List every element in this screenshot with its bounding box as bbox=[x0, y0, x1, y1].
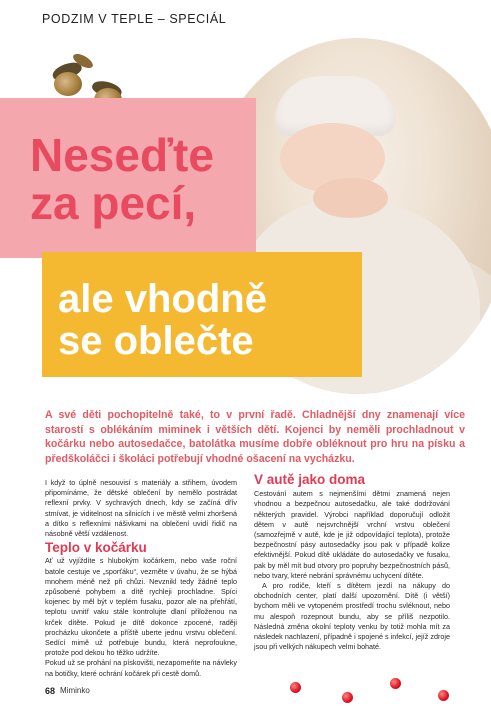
lead-paragraph: A své děti pochopitelně také, to v první řadě. Chladnější dny znamenají více starostí s oblékáním miminek i větších dětí. Kojenci by neměli prochladnout v kočárku nebo autosedačce, batolátka musíme dobře obléknout pro hru na písku a předškoláčci i školáci potřebují vhodné ošacení na vycházku. bbox=[45, 409, 465, 465]
headline-line-2: za pecí, bbox=[30, 176, 197, 229]
baby-hand bbox=[313, 178, 388, 218]
headline-bottom bbox=[58, 278, 267, 363]
berry-icon bbox=[342, 692, 353, 703]
car-paragraph-2: A pro rodiče, kteří s dítětem jezdí na nákupy do obchodních center, platí další upozornění. Dítě (i větší) bychom měli ve vytopeném prostředí trochu svléknout, nebo mu alespoň rozepnout bundu, aby se příliš nezpotilo. Následná změna okolní teploty venku by totiž mohla mít za následek nachlazení, případně i spojené s infekcí, jejíž zdroje jsou při velkých nákupech velmi bohaté. bbox=[254, 581, 450, 652]
intro-paragraph: I když to úplně nesouvisí s materiály a střihem, úvodem připomínáme, že dětské oblečení by nemělo postrádat reflexní prvky. V sychravých dnech, kdy se začíná dřív stmívat, je viditelnost na silnicích i ve městě velmi zhoršená a dítko s reflexními nášivkami na oblečení uvidí řidič na násobně větší vzdálenost. bbox=[45, 478, 237, 539]
page-number: 68 bbox=[45, 686, 56, 696]
section-heading-car: V autě jako doma bbox=[254, 472, 366, 487]
magazine-name: Miminko bbox=[60, 686, 90, 695]
article-column-1 bbox=[45, 478, 237, 679]
berry-icon bbox=[290, 682, 301, 693]
headline-line-4: se oblečte bbox=[58, 319, 254, 364]
berry-icon bbox=[390, 678, 401, 689]
article-column-2 bbox=[254, 472, 450, 652]
section-kicker: PODZIM V TEPLE – SPECIÁL bbox=[42, 12, 227, 26]
stroller-paragraph-2: Pokud už se prohání na pískovišti, nezapomeňte na návleky na botičky, které ochrání kočárek při cestě domů. bbox=[45, 658, 237, 678]
berries-illustration bbox=[270, 640, 470, 712]
headline-line-3: ale vhodně bbox=[58, 277, 267, 321]
headline-top bbox=[30, 129, 214, 229]
berry-icon bbox=[438, 690, 449, 701]
car-paragraph: Cestování autem s nejmenšími dětmi znamená nejen vhodnou a bezpečnou autosedačku, ale také dodržování některých pravidel. Výrobci například doporučují odložit dětem v autě nejsvrchnější vrchní vrstvu oblečení (samozřejmě v autě, kde je již odpovídající teplota), protože bezpečnostní pásy autosedačky jsou pak v případě kolize efektivnější. Pokud dítě ukládáte do autosedačky ve fusaku, pak by měl mít bud otvory pro popruhy bezpečnostních pásů, nebo tvary, které nebrání správnému uchycení dítěte. bbox=[254, 489, 450, 580]
section-heading-stroller: Teplo v kočárku bbox=[45, 540, 147, 556]
acorn-icon bbox=[54, 72, 82, 96]
headline-line-1: Neseďte bbox=[30, 129, 214, 181]
stroller-paragraph: Ať už vyjíždíte s hlubokým kočárkem, nebo vaše roční batole cestuje ve „sporťáku“, vezměte v úvahu, že se hýbá mnohem méně než při chůzi. Nevznikl tedy žádné teplo způsobené pohybem a dítě rychleji prochladne. Spíci kojenec by měl být v teplém fusaku, pozor ale na přehřátí, teplotu uvnitř vaku stále kontrolujte dlaní přiloženou na krček dítěte. Pokud je dítě dokonce zpocené, raději procházku ukončete a příště uberte jednu vrstvu oblečení. Sedící mimě už potřebuje bundu, která neprofoukne, protože pod dekou ho těžko udržíte. bbox=[45, 556, 237, 658]
